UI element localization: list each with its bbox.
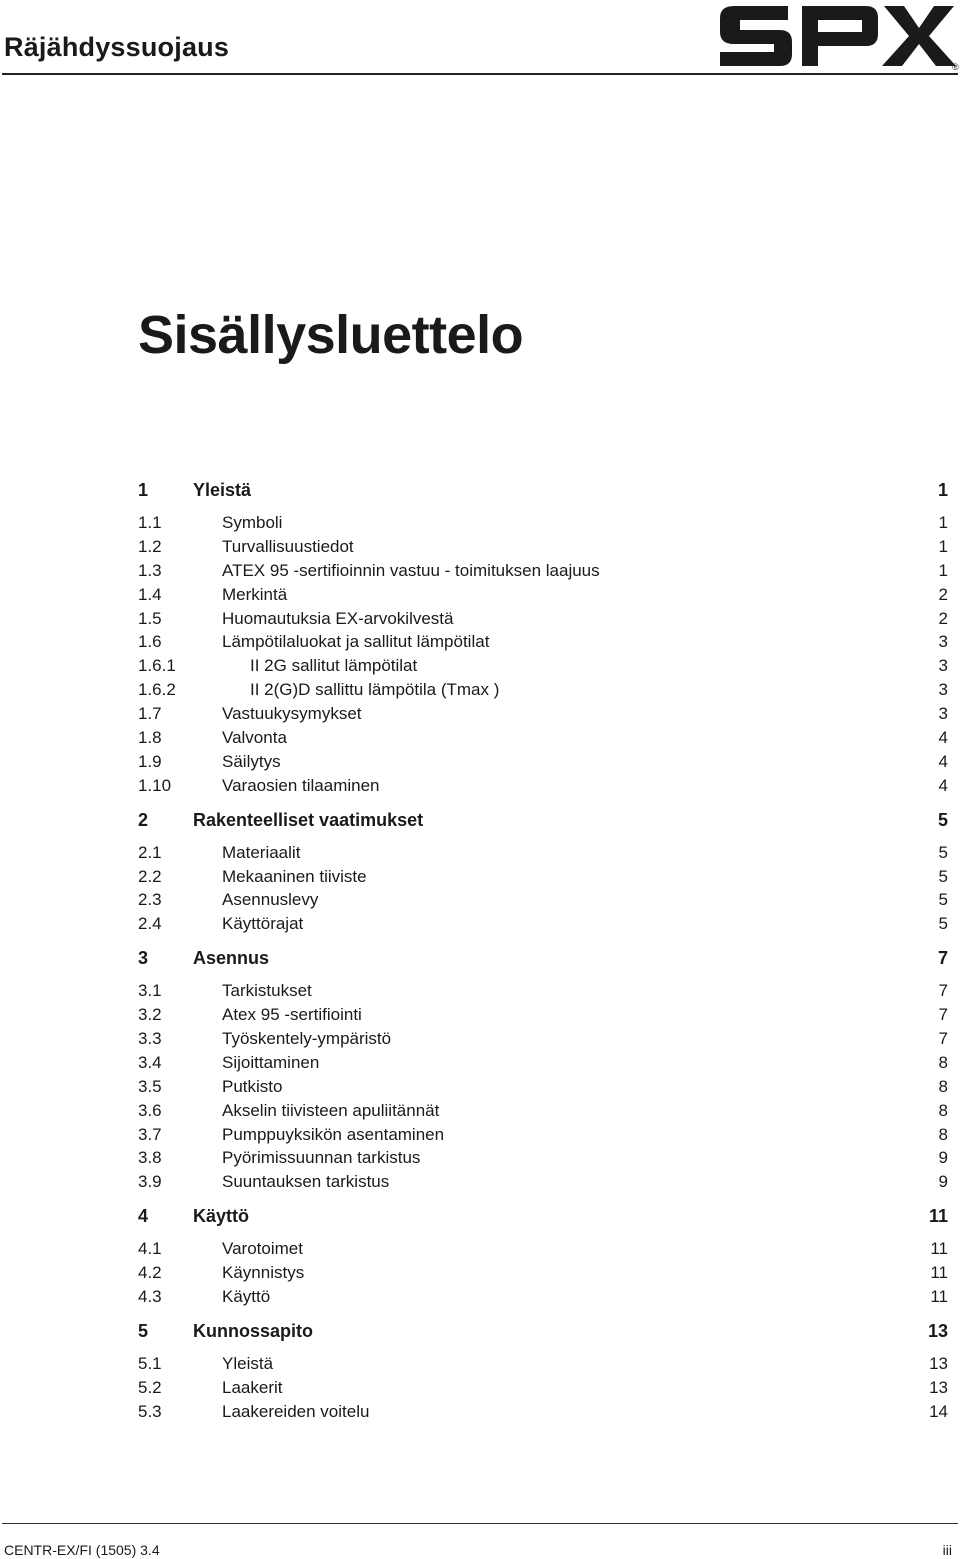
toc-entry-label: Käyttö xyxy=(222,1286,271,1306)
toc-entry-page: 1 xyxy=(938,536,948,556)
toc-entry-page: 2 xyxy=(938,584,948,604)
toc-chapter-label: Kunnossapito xyxy=(193,1320,313,1341)
toc-section xyxy=(138,944,948,1194)
toc-chapter-page: 1 xyxy=(937,480,948,500)
toc-entry-number: 1.5 xyxy=(138,608,162,628)
toc-entry[interactable] xyxy=(138,1003,948,1027)
toc-entry[interactable] xyxy=(138,888,948,912)
toc-entry-page: 9 xyxy=(938,1172,948,1192)
toc-entry-label: Lämpötilaluokat ja sallitut lämpötilat xyxy=(222,632,490,652)
toc-entry-label: Mekaaninen tiiviste xyxy=(222,866,367,886)
toc-entry-label: Työskentely-ympäristö xyxy=(222,1028,392,1048)
page-title: Sisällysluettelo xyxy=(138,305,524,365)
toc-chapter-label: Yleistä xyxy=(193,480,252,500)
toc-entry-number: 1.4 xyxy=(138,584,162,604)
toc-entry-number: 1.2 xyxy=(138,536,162,556)
toc-entry-page: 11 xyxy=(930,1263,948,1283)
toc-entry-label: Pyörimissuunnan tarkistus xyxy=(222,1148,421,1168)
toc-entry[interactable] xyxy=(138,979,948,1003)
toc-entry-number: 3.5 xyxy=(138,1076,162,1096)
toc-entry[interactable] xyxy=(138,1376,948,1400)
toc-entry[interactable] xyxy=(138,511,948,535)
header-title: Räjähdyssuojaus xyxy=(4,32,230,62)
toc-entry[interactable] xyxy=(138,535,948,559)
toc-entry-page: 7 xyxy=(938,1005,948,1025)
toc-entry[interactable] xyxy=(138,1146,948,1170)
logo-letter-s xyxy=(720,6,792,66)
toc-chapter-label: Asennus xyxy=(193,948,270,969)
toc-entry-page: 3 xyxy=(938,632,948,652)
toc-entry-number: 1.1 xyxy=(138,512,162,532)
toc-entry-number: 4.3 xyxy=(138,1286,162,1306)
table-of-contents xyxy=(138,476,948,1424)
toc-entry-label: Sijoittaminen xyxy=(222,1052,320,1072)
toc-entry-number: 3.1 xyxy=(138,981,162,1001)
toc-section xyxy=(138,476,948,798)
toc-entry-label: Suuntauksen tarkistus xyxy=(222,1172,390,1192)
toc-entry-number: 2.2 xyxy=(138,866,162,886)
toc-entry-page: 13 xyxy=(929,1377,948,1397)
toc-entry-number: 1.6.2 xyxy=(138,680,176,700)
toc-entry-page: 8 xyxy=(938,1100,948,1120)
toc-entry-label: II 2(G)D sallittu lämpötila (Tmax ) xyxy=(250,680,500,700)
toc-entry-number: 1.7 xyxy=(138,704,162,724)
document-code: CENTR-EX/FI (1505) 3.4 xyxy=(4,1542,160,1558)
toc-entry-page: 8 xyxy=(938,1052,948,1072)
toc-entry-number: 1.6.1 xyxy=(138,656,176,676)
toc-entry-page: 8 xyxy=(938,1076,948,1096)
toc-entry-label: ATEX 95 -sertifioinnin vastuu - toimituksen laajuus xyxy=(222,560,600,580)
toc-entry-number: 5.3 xyxy=(138,1401,162,1421)
toc-entry[interactable] xyxy=(138,1261,948,1285)
toc-entry-label: Materiaalit xyxy=(222,842,301,862)
toc-entry-number: 3.6 xyxy=(138,1100,162,1120)
toc-entry-label: Turvallisuustiedot xyxy=(222,536,354,556)
toc-entry-page: 3 xyxy=(938,656,948,676)
toc-entry-number: 3.8 xyxy=(138,1148,162,1168)
toc-entry-label: Asennuslevy xyxy=(222,890,319,910)
toc-chapter-heading[interactable] xyxy=(138,476,948,505)
toc-entry-label: Käynnistys xyxy=(222,1263,305,1283)
toc-entry[interactable] xyxy=(138,559,948,583)
toc-entry-page: 1 xyxy=(938,512,948,532)
toc-chapter-heading[interactable] xyxy=(138,806,948,835)
toc-entry-page: 5 xyxy=(938,890,948,910)
toc-entry-number: 3.7 xyxy=(138,1124,162,1144)
toc-entry-number: 1.3 xyxy=(138,560,162,580)
toc-entry[interactable] xyxy=(138,702,948,726)
toc-entry-label: Pumppuyksikön asentaminen xyxy=(222,1124,445,1144)
toc-chapter-label: Rakenteelliset vaatimukset xyxy=(193,809,424,830)
toc-entry[interactable] xyxy=(138,1352,948,1376)
toc-entry-number: 1.10 xyxy=(138,775,172,795)
toc-entry-page: 14 xyxy=(929,1401,948,1421)
toc-entry[interactable] xyxy=(138,750,948,774)
toc-entry[interactable] xyxy=(138,1075,948,1099)
toc-entry-label: Vastuukysymykset xyxy=(222,704,362,724)
toc-entry-label: Putkisto xyxy=(222,1076,283,1096)
toc-entry[interactable] xyxy=(138,630,948,654)
toc-chapter-heading[interactable] xyxy=(138,1317,948,1346)
toc-entry-number: 2.4 xyxy=(138,914,162,934)
toc-chapter-page: 11 xyxy=(928,1206,948,1227)
toc-entry-page: 4 xyxy=(938,727,948,747)
toc-entry-label: Laakereiden voitelu xyxy=(222,1401,370,1421)
toc-entry-number: 1.6 xyxy=(138,632,162,652)
logo-registered-mark: ® xyxy=(952,62,959,72)
spx-logo xyxy=(716,2,960,72)
toc-chapter-number: 4 xyxy=(138,1206,149,1227)
toc-entry[interactable] xyxy=(138,726,948,750)
toc-entry-page: 11 xyxy=(930,1286,948,1306)
toc-entry-number: 5.1 xyxy=(138,1353,162,1373)
toc-entry-label: Atex 95 -sertifiointi xyxy=(222,1005,362,1025)
toc-chapter-label: Käyttö xyxy=(193,1206,250,1227)
toc-entry-label: Huomautuksia EX-arvokilvestä xyxy=(222,608,454,628)
toc-entry-number: 3.4 xyxy=(138,1052,162,1072)
toc-entry[interactable] xyxy=(138,607,948,631)
toc-entry-page: 7 xyxy=(938,1028,948,1048)
logo-letter-x xyxy=(882,6,956,66)
toc-entry[interactable] xyxy=(138,841,948,865)
toc-entry-page: 2 xyxy=(938,608,948,628)
toc-entry-page: 3 xyxy=(938,704,948,724)
toc-entry[interactable] xyxy=(138,1027,948,1051)
toc-entry-page: 5 xyxy=(938,914,948,934)
toc-entry-number: 5.2 xyxy=(138,1377,162,1397)
toc-entry-page: 13 xyxy=(929,1353,948,1373)
toc-entry-page: 9 xyxy=(938,1148,948,1168)
toc-entry[interactable] xyxy=(138,1285,948,1309)
page-number: iii xyxy=(942,1542,952,1558)
toc-entry[interactable] xyxy=(138,774,948,798)
toc-entry-label: Käyttörajat xyxy=(222,914,304,934)
toc-entry[interactable] xyxy=(138,1051,948,1075)
toc-entry-number: 4.2 xyxy=(138,1263,162,1283)
toc-chapter-number: 1 xyxy=(138,480,149,500)
toc-chapter-page: 7 xyxy=(937,948,948,969)
toc-entry[interactable] xyxy=(138,583,948,607)
toc-chapter-heading[interactable] xyxy=(138,1202,948,1231)
toc-entry[interactable] xyxy=(138,1237,948,1261)
toc-entry-number: 1.8 xyxy=(138,727,162,747)
header-divider xyxy=(2,73,958,75)
toc-entry[interactable] xyxy=(138,1400,948,1424)
toc-entry-page: 11 xyxy=(930,1239,948,1259)
toc-entry-page: 8 xyxy=(938,1124,948,1144)
toc-entry[interactable] xyxy=(138,1099,948,1123)
toc-entry[interactable] xyxy=(138,1123,948,1147)
toc-entry-page: 4 xyxy=(938,751,948,771)
toc-entry-number: 3.9 xyxy=(138,1172,162,1192)
toc-section xyxy=(138,806,948,937)
toc-entry-number: 1.9 xyxy=(138,751,162,771)
footer-divider xyxy=(2,1523,958,1524)
toc-entry-number: 2.3 xyxy=(138,890,162,910)
toc-entry-number: 3.2 xyxy=(138,1005,162,1025)
toc-chapter-number: 3 xyxy=(138,948,149,969)
toc-entry-page: 5 xyxy=(938,866,948,886)
toc-entry-label: II 2G sallitut lämpötilat xyxy=(250,656,418,676)
toc-entry-label: Laakerit xyxy=(222,1377,283,1397)
toc-chapter-page: 13 xyxy=(927,1320,948,1341)
toc-entry-page: 7 xyxy=(938,981,948,1001)
toc-entry-number: 4.1 xyxy=(138,1239,162,1259)
toc-chapter-number: 5 xyxy=(138,1320,149,1341)
toc-entry-label: Merkintä xyxy=(222,584,288,604)
toc-entry[interactable] xyxy=(138,912,948,936)
toc-section xyxy=(138,1202,948,1309)
toc-entry-label: Säilytys xyxy=(222,751,281,771)
toc-entry[interactable] xyxy=(138,654,948,678)
toc-entry-page: 5 xyxy=(938,842,948,862)
logo-letter-p xyxy=(802,6,878,66)
toc-entry-page: 3 xyxy=(938,680,948,700)
toc-entry-label: Valvonta xyxy=(222,727,287,747)
toc-entry-number: 2.1 xyxy=(138,842,162,862)
toc-chapter-page: 5 xyxy=(937,809,948,830)
toc-entry[interactable] xyxy=(138,678,948,702)
toc-section xyxy=(138,1317,948,1424)
toc-entry-label: Symboli xyxy=(222,512,283,532)
toc-entry-label: Varotoimet xyxy=(222,1239,303,1259)
toc-entry-page: 1 xyxy=(938,560,948,580)
toc-entry-label: Tarkistukset xyxy=(222,981,312,1001)
toc-chapter-number: 2 xyxy=(138,809,149,830)
toc-chapter-heading[interactable] xyxy=(138,944,948,973)
toc-entry[interactable] xyxy=(138,1170,948,1194)
toc-entry-label: Varaosien tilaaminen xyxy=(222,775,380,795)
toc-entry-label: Akselin tiivisteen apuliitännät xyxy=(222,1100,440,1120)
toc-entry-label: Yleistä xyxy=(222,1353,274,1373)
toc-entry[interactable] xyxy=(138,865,948,889)
toc-entry-page: 4 xyxy=(938,775,948,795)
toc-entry-number: 3.3 xyxy=(138,1028,162,1048)
